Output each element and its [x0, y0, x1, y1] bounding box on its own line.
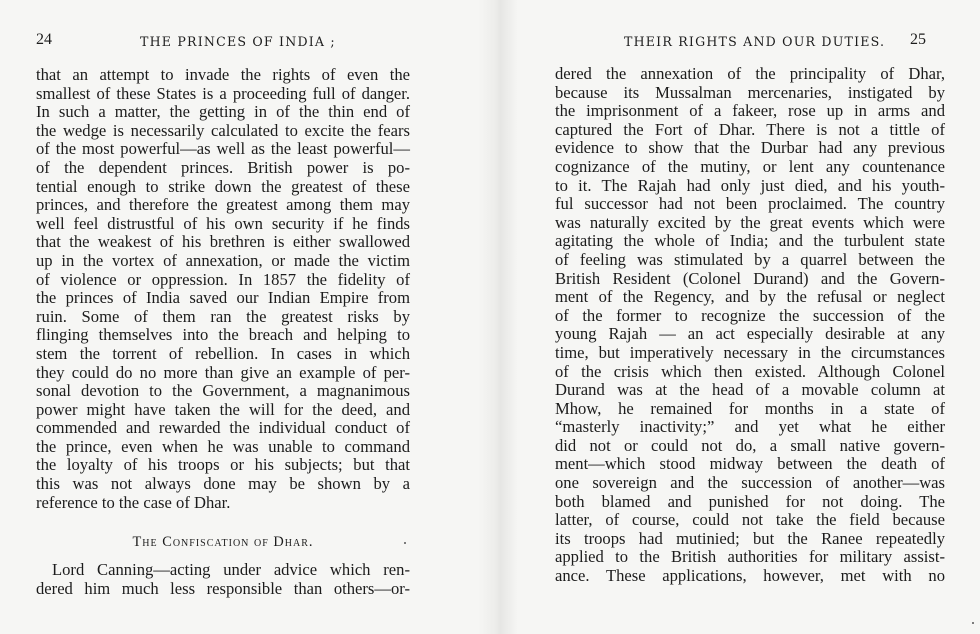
text-line: captured the Fort of Dhar. There is not a tittle of: [555, 119, 945, 139]
text-line: dered the annexation of the principality of Dhar,: [555, 64, 945, 83]
text-line: Lord Canning—acting under advice which ren-: [52, 560, 410, 579]
body-paragraph: [555, 65, 945, 586]
right-page: [490, 0, 980, 634]
text-line: In such a matter, the getting in of the thin end of: [36, 102, 410, 122]
text-line: of violence or oppression. In 1857 the fidelity of: [36, 269, 410, 289]
body-paragraph: [36, 561, 410, 598]
ink-speck: [404, 542, 406, 544]
text-line: Mhow, he remained for months in a state of: [555, 398, 945, 418]
text-line: that an attempt to invade the rights of even the: [36, 65, 410, 84]
text-line: agitating the whole of India; and the turbulent state: [555, 231, 945, 251]
text-line: applied to the British authorities for military assist-: [555, 547, 945, 567]
text-line: flinging themselves into the breach and helping to: [36, 325, 410, 345]
text-line: ance. These applications, however, met with no: [555, 566, 945, 586]
text-line: tential enough to strike down the greatest of these: [36, 176, 410, 196]
text-line: sonal devotion to the Government, a magnanimous: [36, 381, 410, 401]
text-line: of the former to recognize the succession of the: [555, 305, 945, 325]
text-line: British Resident (Colonel Durand) and the Govern-: [555, 268, 945, 288]
text-line: one sovereign and the succession of another—was: [555, 473, 945, 493]
body-paragraph: [36, 66, 410, 512]
page-number: 24: [36, 31, 52, 48]
text-line: ment—which stood midway between the death of: [555, 454, 945, 474]
text-line: princes, and therefore the greatest among them may: [36, 195, 410, 215]
text-line: commended and rewarded the individual conduct of: [36, 418, 410, 438]
text-line: that the weakest of his brethren is either swallowed: [36, 232, 410, 252]
page-number: 25: [910, 31, 926, 48]
text-line: up in the vortex of annexation, or made the victim: [36, 250, 410, 270]
text-line: because its Mussalman mercenaries, instigated by: [555, 82, 945, 102]
text-line: dered him much less responsible than others—or-: [36, 578, 410, 598]
text-line: did not or could not do, a small native govern-: [555, 435, 945, 455]
text-line: was naturally excited by the great events which were: [555, 212, 945, 232]
section-heading: The Confiscation of Dhar.: [132, 534, 314, 550]
text-line: the loyalty of his troops or his subjects; but that: [36, 455, 410, 475]
text-line: Durand was at the head of a movable column at: [555, 380, 945, 400]
running-head: THE PRINCES OF INDIA ;: [140, 34, 336, 49]
text-line: well feel distrustful of his own security if he finds: [36, 213, 410, 233]
text-line: of the most powerful—as well as the least powerful—: [36, 139, 410, 159]
text-line: of the dependent princes. British power is po-: [36, 157, 410, 177]
text-line: stem the torrent of rebellion. In cases in which: [36, 343, 410, 363]
text-line: the wedge is necessarily calculated to excite the fears: [36, 120, 410, 140]
text-line: the princes of India saved our Indian Empire from: [36, 288, 410, 308]
text-line: reference to the case of Dhar.: [36, 492, 231, 512]
text-line: they could do no more than give an example of per-: [36, 362, 410, 382]
text-line: its troops had mutinied; but the Ranee repeatedly: [555, 528, 945, 548]
text-line: “masterly inactivity;” and yet what he either: [555, 417, 945, 437]
text-line: smallest of these States is a proceeding full of danger.: [36, 83, 410, 103]
ink-speck: [972, 622, 974, 624]
running-head: THEIR RIGHTS AND OUR DUTIES.: [624, 34, 886, 49]
text-line: this was not always done may be shown by a: [36, 474, 410, 494]
text-line: to it. The Rajah had only just died, and his youth-: [555, 175, 945, 195]
text-line: the prince, even when he was unable to command: [36, 436, 410, 456]
text-line: ment of the Regency, and by the refusal or neglect: [555, 287, 945, 307]
text-line: cognizance of the mutiny, or lent any countenance: [555, 156, 945, 176]
text-line: of the crisis which then existed. Although Colonel: [555, 361, 945, 381]
text-line: ful successor had not been proclaimed. The country: [555, 194, 945, 214]
text-line: power might have taken the will for the deed, and: [36, 399, 410, 419]
text-line: time, but imperatively necessary in the circumstances: [555, 342, 945, 362]
text-line: both blamed and punished for not doing. The: [555, 491, 945, 511]
text-line: young Rajah — an act especially desirable at any: [555, 324, 945, 344]
text-line: latter, of course, could not take the field because: [555, 510, 945, 530]
text-line: evidence to show that the Durbar had any previous: [555, 138, 945, 158]
text-line: ruin. Some of them ran the greatest risks by: [36, 306, 410, 326]
text-line: of feeling was stimulated by a quarrel between the: [555, 249, 945, 269]
text-line: the imprisonment of a fakeer, rose up in arms and: [555, 101, 945, 121]
